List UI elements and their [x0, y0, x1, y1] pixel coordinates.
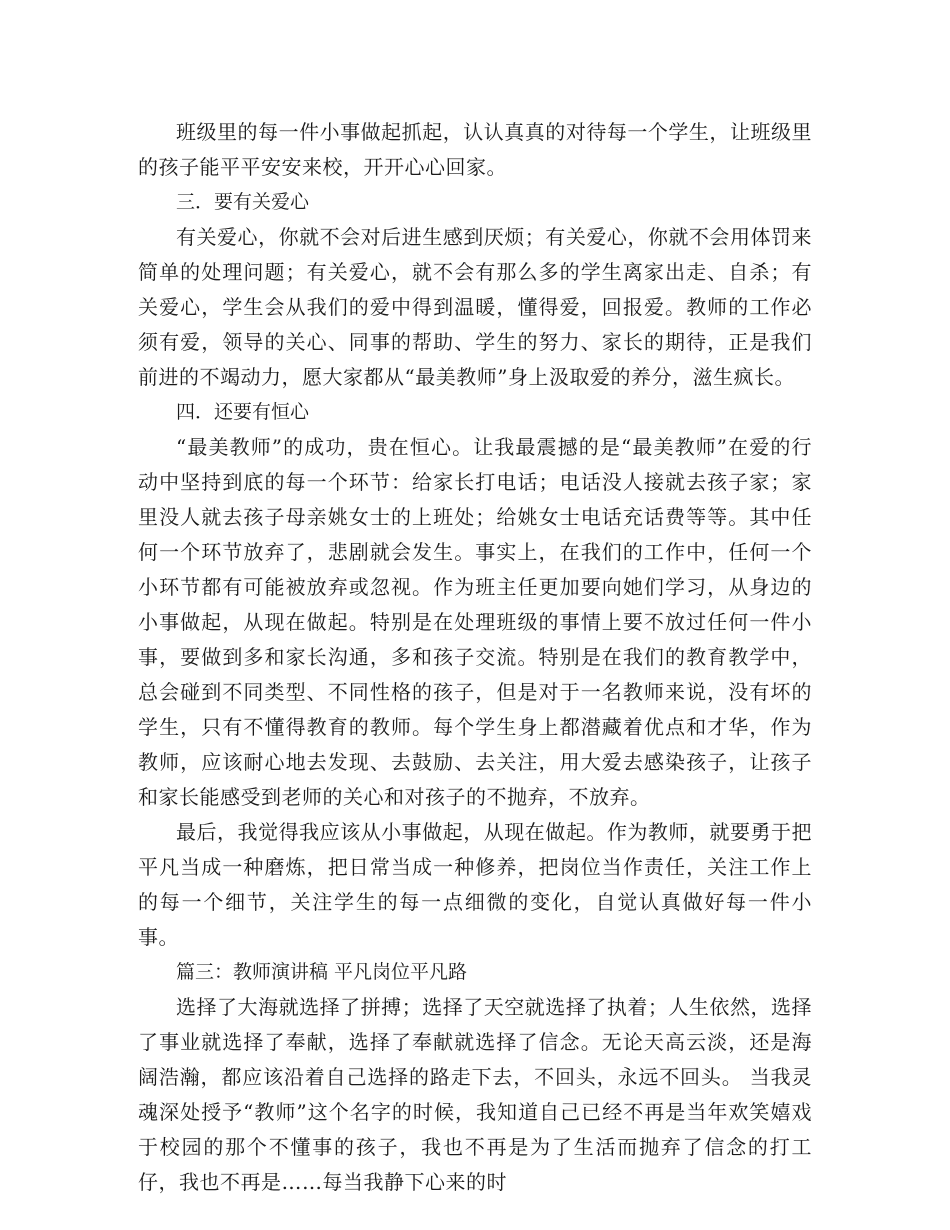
paragraph-class-matters: 班级里的每一件小事做起抓起，认认真真的对待每一个学生，让班级里的孩子能平平安安来校，开开心心回家。 [138, 120, 812, 179]
heading-speech-three: 篇三：教师演讲稿 平凡岗位平凡路 [176, 961, 468, 983]
paragraph-conclusion: 最后，我觉得我应该从小事做起，从现在做起。作为教师，就要勇于把平凡当成一种磨炼，把日常当成一种修养，把岗位当作责任，关注工作上的每一个细节，关注学生的每一点细微的变化，自觉认真做好每一件小事。 [138, 820, 812, 949]
heading-caring-heart: 三．要有关爱心 [176, 191, 310, 213]
heading-perseverance: 四．还要有恒心 [176, 401, 310, 423]
paragraph-perseverance: “最美教师”的成功，贵在恒心。让我最震撼的是“最美教师”在爱的行动中坚持到底的每一个环节：给家长打电话；电话没人接就去孩子家；家里没人就去孩子母亲姚女士的上班处；给姚女士电话充话费等等。其中任何一个环节放弃了，悲剧就会发生。事实上，在我们的工作中，任何一个小环节都有可能被放弃或忽视。作为班主任更加要向她们学习，从身边的小事做起，从现在做起。特别是在处理班级的事情上要不放过任何一件小事，要做到多和家长沟通，多和孩子交流。特别是在我们的教育教学中，总会碰到不同类型、不同性格的孩子，但是对于一名教师来说，没有坏的学生，只有不懂得教育的教师。每个学生身上都潜藏着优点和才华，作为教师，应该耐心地去发现、去鼓励、去关注，用大爱去感染孩子，让孩子和家长能感受到老师的关心和对孩子的不抛弃，不放弃。 [138, 435, 812, 809]
paragraph-speech-three-intro: 选择了大海就选择了拼搏；选择了天空就选择了执着；人生依然，选择了事业就选择了奉献，选择了奉献就选择了信念。无论天高云淡，还是海阔浩瀚，都应该沿着自己选择的路走下去，不回头，永远不回头。 当我灵魂深处授予“教师”这个名字的时候，我知道自己已经不再是当年欢笑嬉戏于校园的那个不懂事的孩子，我也不再是为了生活而抛弃了信念的打工仔，我也不再是……每当我静下心来的时 [138, 995, 812, 1194]
document-page [138, 115, 812, 1200]
paragraph-caring-heart: 有关爱心，你就不会对后进生感到厌烦；有关爱心，你就不会用体罚来简单的处理问题；有关爱心，就不会有那么多的学生离家出走、自杀；有关爱心，学生会从我们的爱中得到温暖，懂得爱，回报爱。教师的工作必须有爱，领导的关心、同事的帮助、学生的努力、家长的期待，正是我们前进的不竭动力，愿大家都从“最美教师”身上汲取爱的养分，滋生疯长。 [138, 225, 812, 389]
